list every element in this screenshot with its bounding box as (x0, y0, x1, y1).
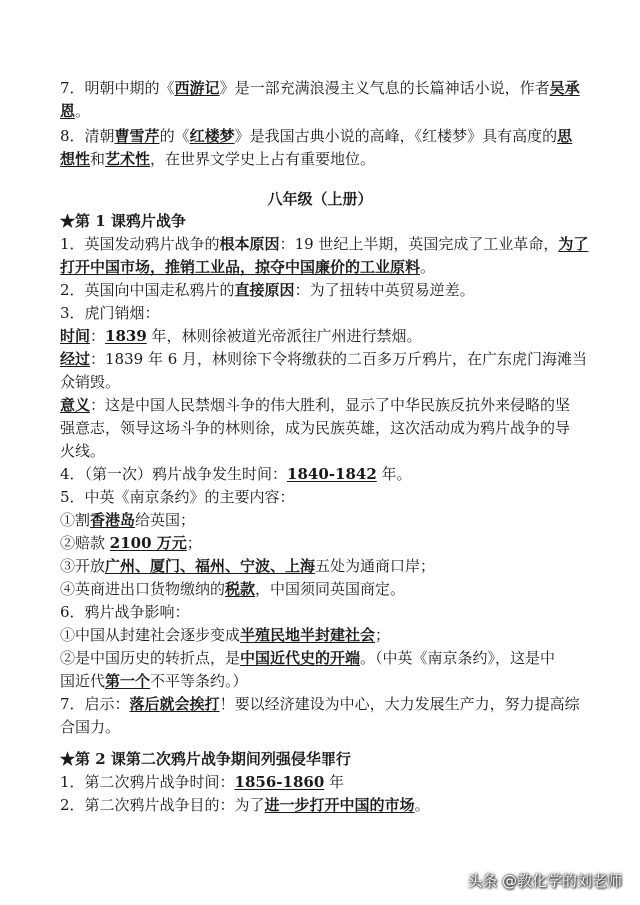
text-segment: 1．第二次鸦片战争时间： (60, 773, 235, 791)
text-line (60, 532, 590, 554)
text-segment: 4．（第一次）鸦片战争发生时间： (60, 465, 288, 483)
text-segment: 五处为通商口岸； (315, 557, 436, 575)
text-segment: ： (90, 327, 106, 345)
text-line (60, 670, 590, 692)
text-segment: 进一步打开中国的市场 (264, 796, 415, 814)
text-line (60, 417, 590, 439)
text-line (0, 188, 640, 210)
text-segment: 。（中英《南京条约》，这是中 (360, 649, 556, 667)
text-segment: 年 (324, 773, 345, 791)
text-segment: 2．第二次鸦片战争目的：为了 (60, 796, 265, 814)
text-line (60, 693, 590, 715)
text-segment: 意义 (60, 396, 91, 414)
text-segment: ，在世界文学史上占有重要地位。 (150, 150, 376, 168)
text-segment: 吴承 (549, 79, 580, 97)
watermark: 头条 @教化学的刘老师 (467, 872, 622, 890)
text-segment: 2100 万元 (109, 534, 187, 552)
text-line (60, 716, 590, 738)
text-line (60, 509, 590, 531)
text-segment: 八年级（上册） (267, 190, 373, 208)
text-segment: ； (186, 534, 202, 552)
text-line (60, 486, 590, 508)
text-segment: 香港岛 (90, 511, 136, 529)
text-segment: 2．英国向中国走私鸦片的 (60, 281, 235, 299)
text-segment: 5．中英《南京条约》的主要内容： (60, 488, 295, 506)
text-segment: 曹雪芹 (114, 127, 160, 145)
text-segment: 直接原因 (234, 281, 295, 299)
text-line (60, 578, 590, 600)
text-segment: ③开放 (60, 557, 106, 575)
text-segment: 国近代 (60, 672, 106, 690)
text-segment: ：19 世纪上半期，英国完成了工业革命， (279, 235, 559, 253)
text-segment: 年，林则徐被道光帝派往广州进行禁烟。 (146, 327, 422, 345)
text-segment: 想性 (60, 150, 91, 168)
text-line (60, 233, 590, 255)
text-segment: ①割 (60, 511, 91, 529)
text-segment: ！要以经济建设为中心，大力发展生产力，努力提高综 (219, 695, 580, 713)
text-segment: 6．鸦片战争影响： (60, 603, 190, 621)
text-line (60, 394, 590, 416)
text-segment: 恩 (60, 102, 76, 120)
text-line (60, 748, 590, 770)
text-segment: 广州、厦门、福州、宁波、上海 (105, 557, 316, 575)
text-line (60, 794, 590, 816)
text-segment: ②是中国历史的转折点，是 (60, 649, 241, 667)
text-segment: 打开中国市场，推销工业品，掠夺中国廉价的工业原料 (60, 258, 421, 276)
text-line (60, 555, 590, 577)
text-segment: 强意志，领导这场斗争的林则徐，成为民族英雄，这次活动成为鸦片战争的导 (60, 419, 571, 437)
text-segment: ★第 1 课鸦片战争 (60, 212, 186, 230)
text-segment: 1856-1860 (234, 773, 325, 791)
text-segment: 。 (420, 258, 436, 276)
text-segment: 第一个 (105, 672, 151, 690)
text-segment: 不平等条约。） (150, 672, 248, 690)
text-line (60, 77, 590, 99)
text-line (60, 348, 590, 370)
text-segment: ：这是中国人民禁烟斗争的伟大胜利，显示了中华民族反抗外来侵略的坚 (90, 396, 571, 414)
text-line (60, 463, 590, 485)
text-line (60, 624, 590, 646)
text-line (60, 148, 590, 170)
text-segment: ②赔款 (60, 534, 110, 552)
text-segment: 和 (90, 150, 106, 168)
text-segment: 1．英国发动鸦片战争的 (60, 235, 220, 253)
text-segment: ，中国须同英国商定。 (255, 580, 406, 598)
text-line (60, 256, 590, 278)
text-line (60, 440, 590, 462)
text-segment: 中国近代史的开端 (240, 649, 361, 667)
text-line (60, 302, 590, 324)
text-segment: ④英商进出口货物缴纳的 (60, 580, 226, 598)
text-line (60, 279, 590, 301)
text-segment: 根本原因 (219, 235, 280, 253)
text-segment: 落后就会挨打 (129, 695, 220, 713)
text-line (60, 601, 590, 623)
text-segment: ★第 2 课第二次鸦片战争期间列强侵华罪行 (60, 750, 351, 768)
text-segment: 时间 (60, 327, 91, 345)
text-segment: ：1839 年 6 月，林则徐下令将缴获的二百多万斤鸦片，在广东虎门海滩当 (90, 350, 588, 368)
text-segment: 半殖民地半封建社会 (240, 626, 376, 644)
text-line (60, 100, 590, 122)
text-line (60, 325, 590, 347)
text-segment: 经过 (60, 350, 91, 368)
text-segment: 给英国； (135, 511, 196, 529)
text-line (60, 210, 590, 232)
text-segment: 》是我国古典小说的高峰，《红楼梦》具有高度的 (234, 127, 558, 145)
text-segment: 火线。 (60, 442, 106, 460)
text-segment: 合国力。 (60, 718, 121, 736)
text-line (60, 125, 590, 147)
text-segment: ； (375, 626, 391, 644)
text-segment: 8．清朝 (60, 127, 115, 145)
text-segment: 7．明朝中期的《 (60, 79, 175, 97)
text-segment: 3．虎门销烟： (60, 304, 160, 322)
text-segment: 税款 (225, 580, 256, 598)
text-segment: 的《 (159, 127, 190, 145)
text-segment: 。 (414, 796, 430, 814)
text-segment: ：为了扭转中英贸易逆差。 (294, 281, 475, 299)
text-segment: 红楼梦 (189, 127, 235, 145)
text-segment: ①中国从封建社会逐步变成 (60, 626, 241, 644)
text-segment: 西游记 (174, 79, 220, 97)
text-segment: 思 (557, 127, 573, 145)
text-line (60, 771, 590, 793)
text-segment: 》是一部充满浪漫主义气息的长篇神话小说，作者 (219, 79, 550, 97)
text-segment: 年。 (376, 465, 412, 483)
text-segment: 艺术性 (105, 150, 151, 168)
text-segment: 1840-1842 (287, 465, 377, 483)
text-line (60, 371, 590, 393)
text-segment: 众销毁。 (60, 373, 121, 391)
text-segment: 。 (75, 102, 91, 120)
text-line (60, 647, 590, 669)
text-segment: 7．启示： (60, 695, 130, 713)
text-segment: 1839 (105, 327, 147, 345)
text-segment: 为了 (558, 235, 589, 253)
